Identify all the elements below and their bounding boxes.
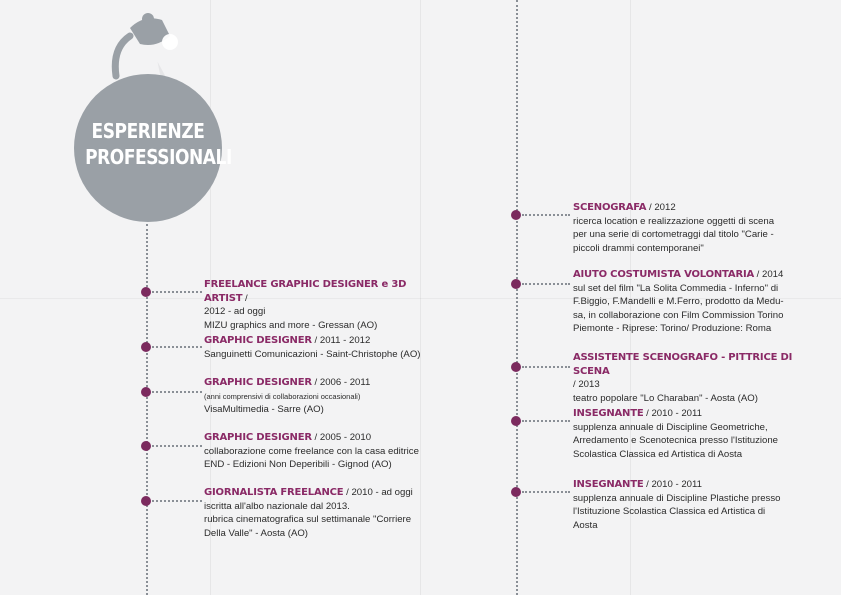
entry-role: GRAPHIC DESIGNER	[204, 377, 312, 388]
timeline-dot	[141, 496, 151, 506]
experience-entry	[204, 334, 444, 361]
entry-line: MIZU graphics and more - Gressan (AO)	[204, 319, 378, 331]
entry-line: sul set del film "La Solita Commedia - Inferno" di	[573, 282, 779, 294]
experience-entry	[573, 201, 808, 255]
entry-line: Piemonte - Riprese: Torino/ Produzione: Roma	[573, 323, 772, 334]
experience-entry	[204, 278, 434, 332]
timeline-dot	[511, 487, 521, 497]
timeline-dot	[141, 387, 151, 397]
entry-line: iscritta all'albo nazionale dal 2013.	[204, 500, 350, 512]
entry-line: END - Edizioni Non Deperibili - Gignod (AO)	[204, 459, 392, 470]
entry-period: /	[242, 292, 248, 304]
entry-period: / 2011 - 2012	[311, 335, 371, 346]
timeline-connector	[522, 366, 570, 368]
entry-role: AIUTO COSTUMISTA VOLONTARIA	[573, 269, 755, 280]
timeline-connector	[152, 445, 202, 447]
entry-line: 2012 - ad oggi	[204, 306, 266, 317]
entry-line: / 2013	[573, 379, 600, 390]
entry-role: INSEGNANTE	[573, 408, 644, 419]
entry-line: supplenza annuale di Discipline Geometriche,	[573, 421, 768, 433]
timeline-dot	[141, 441, 151, 451]
entry-period: / 2010 - ad oggi	[343, 487, 413, 498]
entry-role: INSEGNANTE	[573, 479, 644, 490]
timeline-connector	[152, 391, 202, 393]
timeline-connector	[522, 214, 570, 216]
timeline-dot	[141, 342, 151, 352]
entry-line: piccoli drammi contemporanei"	[573, 242, 704, 254]
entry-line: F.Biggio, F.Mandelli e M.Ferro, prodotto da Medu-	[573, 296, 784, 307]
timeline-dot	[141, 287, 151, 297]
timeline-dot	[511, 362, 521, 372]
entry-line: l'Istituzione Scolastica Classica ed Artistica di	[573, 506, 766, 517]
entry-period: / 2014	[754, 269, 784, 280]
timeline-dot	[511, 416, 521, 426]
timeline-connector	[152, 500, 202, 502]
entry-line: sa, in collaborazione con Film Commission Torino	[573, 309, 784, 321]
experience-entry	[204, 376, 444, 417]
timeline-connector	[152, 291, 202, 293]
entry-line: Della Valle" - Aosta (AO)	[204, 527, 308, 539]
entry-line: Scolastica Classica ed Artistica di Aosta	[573, 448, 743, 460]
entry-line: Sanguinetti Comunicazioni - Saint-Christophe (AO)	[204, 348, 421, 360]
entry-line: collaborazione come freelance con la casa editrice	[204, 445, 419, 457]
entry-period: / 2012	[646, 202, 676, 213]
entry-role: GRAPHIC DESIGNER	[204, 335, 312, 346]
experience-entry	[573, 407, 808, 461]
timeline-connector	[522, 420, 570, 422]
timeline-dot	[511, 210, 521, 220]
entry-line: rubrica cinematografica sul settimanale "Corriere	[204, 514, 412, 525]
entry-period: / 2010 - 2011	[643, 479, 702, 490]
entry-role: GRAPHIC DESIGNER	[204, 432, 312, 443]
entry-line: ricerca location e realizzazione oggetti di scena	[573, 215, 775, 227]
timeline-axis-left	[146, 224, 148, 595]
experience-entry	[573, 351, 813, 405]
timeline-connector	[522, 491, 570, 493]
entry-line: Arredamento e Scenotecnica presso l'Istituzione	[573, 435, 779, 446]
experience-entry	[204, 486, 444, 540]
entry-role: GIORNALISTA FREELANCE	[204, 487, 344, 498]
timeline-dot	[511, 279, 521, 289]
entry-role: ASSISTENTE SCENOGRAFO - PITTRICE DI SCENA	[573, 352, 793, 377]
entry-period: / 2005 - 2010	[311, 432, 372, 443]
entry-line: teatro popolare "Lo Charaban" - Aosta (AO)	[573, 392, 758, 404]
entry-line: VisaMultimedia - Sarre (AO)	[204, 404, 324, 415]
entry-period: / 2010 - 2011	[643, 408, 702, 419]
timeline-axis-right	[516, 0, 518, 595]
entry-period: / 2006 - 2011	[311, 377, 371, 388]
entry-line: Aosta	[573, 519, 598, 531]
timeline-connector	[152, 346, 202, 348]
entry-role: SCENOGRAFA	[573, 202, 647, 213]
section-title: ESPERIENZE PROFESSIONALI	[85, 119, 232, 169]
experience-entry	[573, 268, 808, 336]
experience-entry	[204, 431, 444, 472]
experience-entry	[573, 478, 808, 532]
entry-note: (anni comprensivi di collaborazioni occasionali)	[204, 391, 361, 401]
timeline-connector	[522, 283, 570, 285]
entry-line: supplenza annuale di Discipline Plastiche presso	[573, 492, 781, 504]
entry-line: per una serie di cortometraggi dal titolo "Carie -	[573, 229, 774, 240]
entry-role: FREELANCE GRAPHIC DESIGNER e 3D ARTIST	[204, 279, 407, 304]
